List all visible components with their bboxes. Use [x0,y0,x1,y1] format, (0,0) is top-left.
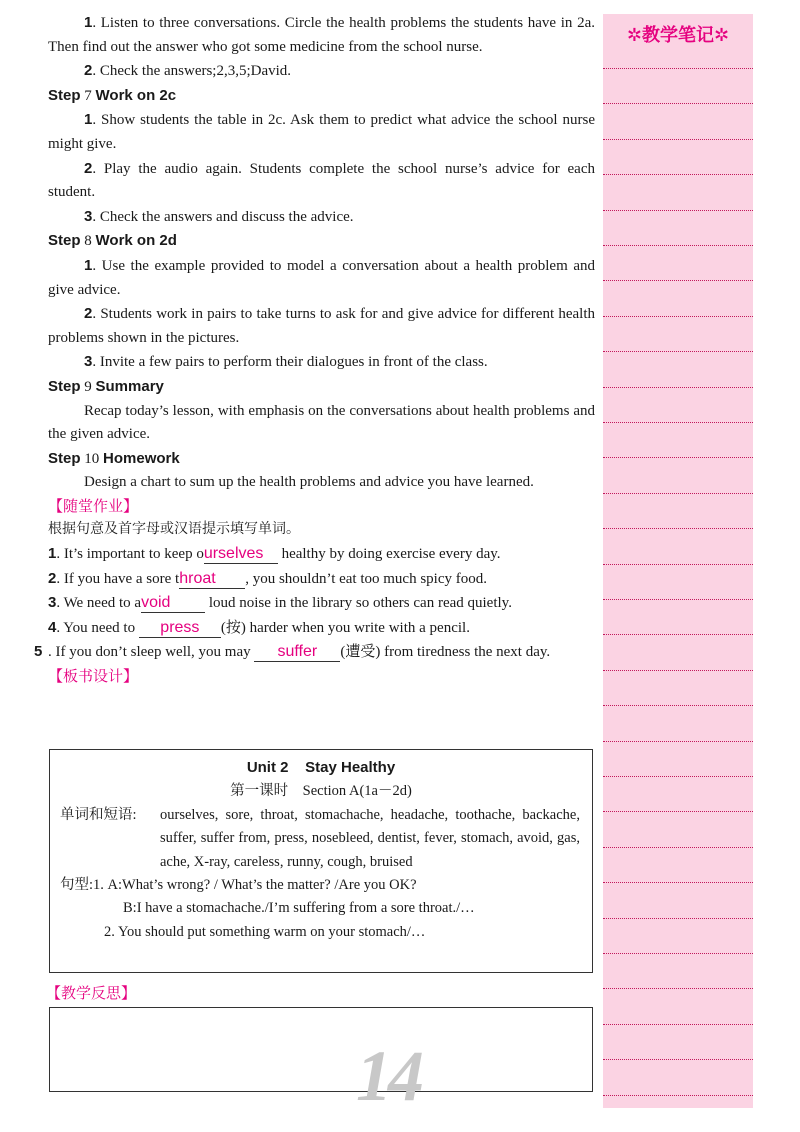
step-number: 10 [80,450,104,467]
note-line [603,847,753,848]
note-line [603,705,753,706]
note-line [603,68,753,69]
paragraph-text: . Use the example provided to model a conversation about a health problem and give advice. [48,257,595,298]
note-line [603,882,753,883]
answer-blank[interactable]: suffer [254,643,340,662]
note-line [603,139,753,140]
note-line [603,1024,753,1025]
pattern-line-1 [60,874,592,897]
exercise-item [48,591,595,616]
exercise-text: (按) harder when you write with a pencil. [220,619,470,636]
step-number: 8 [80,233,96,250]
note-line [603,634,753,635]
step-label: Step [48,449,81,467]
exercise-text: . You need to [56,619,139,636]
answer-blank[interactable]: void [141,594,205,613]
answer-blank[interactable]: press [139,619,221,638]
pattern-label: 句型: [60,877,94,894]
board-heading: 【板书设计】 [48,667,139,686]
item-number: 3 [84,207,93,225]
board-title [50,756,592,780]
note-line [603,564,753,565]
step-label: Step [48,86,81,104]
paragraph-text: . Listen to three conversations. Circle the health problems the students have in 2a. Then find out the answer who got some medicine from the school nurse. [48,15,595,55]
board-patterns [60,874,592,944]
paragraph [48,108,595,156]
note-line [603,599,753,600]
paragraph-text: . Students work in pairs to take turns to ask for and give advice for different health problems shown in the pictures. [48,306,595,346]
step-title: Work on 2d [95,232,177,250]
note-line [603,918,753,919]
exercise-item [48,567,595,592]
item-number: 1 [84,111,93,129]
note-line [603,210,753,211]
answer-blank[interactable]: hroat [179,570,245,589]
pattern-text: 1. A:What’s wrong? / What’s the matter? /Are you OK? [93,877,417,894]
vocab-list: ourselves, sore, throat, stomachache, headache, toothache, backache, suffer, suffer from, press, nosebleed, dentist, fever, stomach, avoid, gas, ache, X-ray, careless, runny, cough, bruised [160,806,580,870]
exercise-text: loud noise in the library so others can read quietly. [205,595,512,612]
exercise-text: . We need to a [56,595,142,612]
note-line [603,174,753,175]
item-number: 2 [48,569,57,587]
exercise-item [48,616,595,641]
step-10-heading [48,447,595,472]
item-number: 4 [48,618,57,636]
notes-heading: ✲教学笔记✲ [626,25,730,46]
note-line [603,988,753,989]
board-vocab [60,804,592,874]
step-title: Work on 2c [95,86,177,104]
item-number: 3 [84,353,93,371]
note-line [603,953,753,954]
note-line [603,1059,753,1060]
note-line [603,776,753,777]
paragraph: Recap today’s lesson, with emphasis on the conversations about health problems and the given advice. [48,402,595,443]
item-number: 1 [84,14,93,31]
note-line [603,493,753,494]
note-line [603,351,753,352]
exercise-item [48,542,595,567]
paragraph-text: . Invite a few pairs to perform their dialogues in front of the class. [92,354,488,371]
answer-blank[interactable]: urselves [204,545,278,564]
step-title: Summary [95,377,164,395]
note-line [603,457,753,458]
paragraph: Design a chart to sum up the health problems and advice you have learned. [84,474,534,491]
reflection-heading: 【教学反思】 [46,984,137,1002]
board-subtitle: 第一课时 Section A(1a－2d) [230,783,412,800]
item-number: 2 [84,159,93,177]
note-line [603,670,753,671]
note-line [603,316,753,317]
paragraph [48,254,595,302]
vocab-label: 单词和短语: [60,806,137,823]
item-number: 1 [48,545,57,563]
exercise-text: (遭受) from tiredness the next day. [340,644,551,661]
note-line [603,422,753,423]
step-label: Step [48,377,81,395]
item-number: 2 [84,305,93,323]
paragraph-text: . Check the answers and discuss the advice. [92,208,354,225]
note-line [603,528,753,529]
exercise-text: . If you have a sore t [56,570,180,587]
paragraph [48,205,595,230]
note-line [603,245,753,246]
lesson-content [34,11,595,689]
note-line [603,103,753,104]
paragraph [48,302,595,350]
paragraph-text: . Play the audio again. Students complete the school nurse’s advice for each student. [48,160,595,201]
item-number: 1 [84,256,93,274]
paragraph-text: . Show students the table in 2c. Ask them to predict what advice the school nurse might give. [48,112,595,152]
paragraph [48,350,595,375]
reflection-box[interactable] [49,1007,593,1092]
step-7-heading [48,84,595,109]
paragraph-text: . Check the answers;2,3,5;David. [92,63,292,80]
pattern-line-2: 2. You should put something warm on your stomach/… [104,923,426,940]
board-design-box [49,749,593,973]
note-line [603,811,753,812]
note-line [603,1095,753,1096]
note-line [603,280,753,281]
homework-heading: 【随堂作业】 [48,496,139,515]
board-title-text: Unit 2 Stay Healthy [246,759,396,776]
exercise-item: 5 . If you don’t sleep well, you may suffer (遭受) from tiredness the next day. [34,643,551,661]
paragraph [48,11,595,59]
homework-instruction: 根据句意及首字母或汉语提示填写单词。 [48,521,300,538]
exercise-text: . If you don’t sleep well, you may [48,644,255,661]
step-title: Homework [103,449,180,467]
item-number: 3 [48,594,57,612]
step-9-heading [48,375,595,400]
page-number: 14 [356,1036,420,1116]
notes-sidebar [603,14,753,1108]
paragraph [48,157,595,205]
step-label: Step [48,232,81,250]
paragraph [48,59,595,84]
exercise-text: healthy by doing exercise every day. [277,546,501,563]
step-8-heading [48,229,595,254]
item-number: 2 [84,62,93,80]
pattern-line-1b: B:I have a stomachache./I’m suffering from a sore throat./… [123,900,475,917]
step-number: 7 [80,87,96,104]
note-line [603,387,753,388]
step-number: 9 [80,378,96,395]
note-line [603,741,753,742]
exercise-text: . It’s important to keep o [56,546,204,563]
exercise-text: , you shouldn’t eat too much spicy food. [245,570,487,587]
